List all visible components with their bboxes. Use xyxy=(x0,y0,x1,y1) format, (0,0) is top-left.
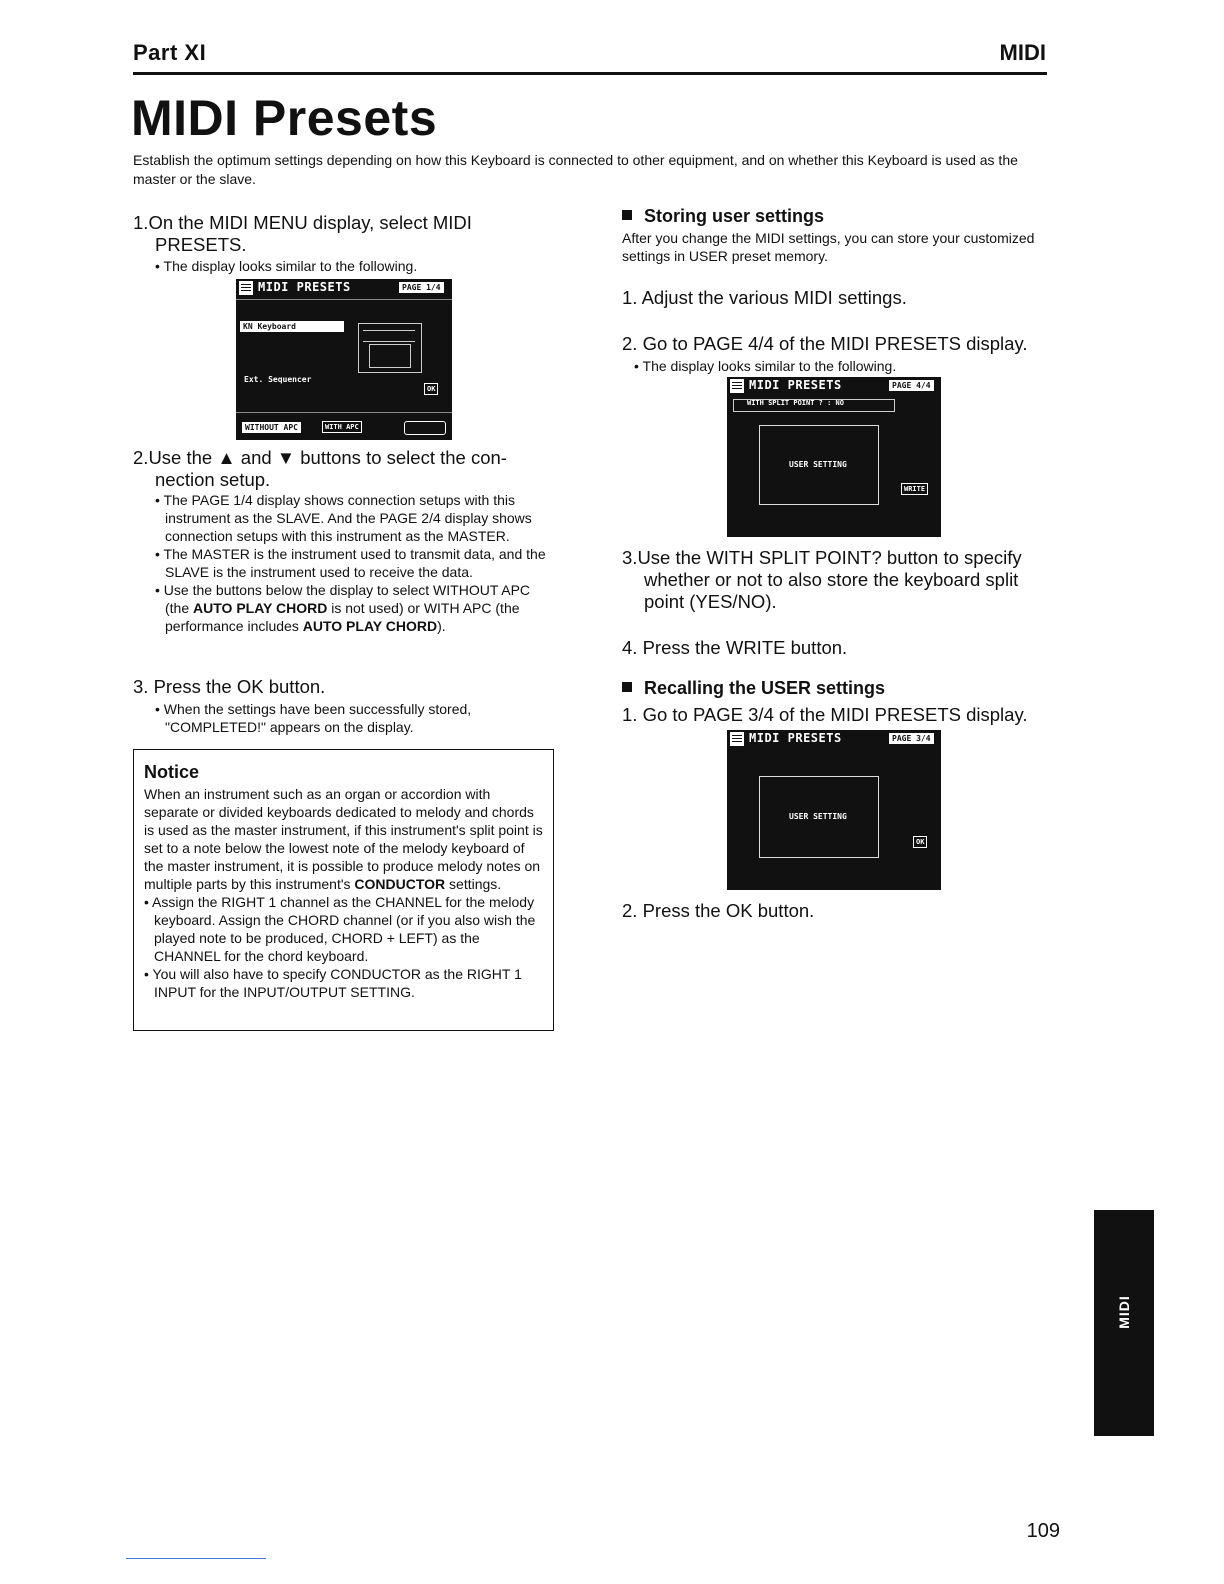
store-step-1: 1. Adjust the various MIDI settings. xyxy=(622,287,907,308)
notice-box xyxy=(133,749,554,1031)
lcd-row-keyboard[interactable]: KN Keyboard xyxy=(240,321,344,332)
lcd-without-apc-button[interactable]: WITHOUT APC xyxy=(242,422,301,433)
lcd-page-tag: PAGE 3/4 xyxy=(889,733,934,744)
step-text-cont: nection setup. xyxy=(155,469,271,490)
step-1-bullet: • The display looks similar to the following. xyxy=(155,258,418,274)
step-number: 2. xyxy=(133,447,149,468)
lcd-title: MIDI PRESETS xyxy=(749,378,842,392)
section-label: MIDI xyxy=(999,40,1046,65)
notice-title: Notice xyxy=(144,762,200,782)
store-step-4: 4. Press the WRITE button. xyxy=(622,637,848,658)
intro-paragraph: Establish the optimum settings depending on how this Keyboard is connected to other equipment, and on whether this Keyboard is used as the master or the slave. xyxy=(133,152,1018,187)
lcd-display-page-4 xyxy=(727,377,941,537)
step-2-heading xyxy=(133,447,555,491)
lcd-title: MIDI PRESETS xyxy=(749,731,842,745)
lcd-display-page-3 xyxy=(727,730,941,890)
store-step-2-bullet: • The display looks similar to the following. xyxy=(634,358,897,374)
keyboard-illustration xyxy=(358,323,422,373)
recalling-heading: Recalling the USER settings xyxy=(622,678,1046,699)
section-side-tab: MIDI xyxy=(1094,1210,1154,1436)
bullet: • The MASTER is the instrument used to transmit data, and the SLAVE is the instrument used to receive the data. xyxy=(155,546,546,580)
lcd-ok-button[interactable]: OK xyxy=(424,383,438,395)
lcd-ok-button[interactable]: OK xyxy=(913,836,927,848)
page-number: 109 xyxy=(1026,1520,1060,1542)
lcd-with-apc-button[interactable]: WITH APC xyxy=(322,421,362,433)
storing-body: After you change the MIDI settings, you can store your customized settings in USER preset memory. xyxy=(622,230,1035,264)
lcd-title: MIDI PRESETS xyxy=(258,280,351,294)
header-rule xyxy=(133,72,1047,75)
recall-step-2: 2. Press the OK button. xyxy=(622,900,815,921)
notice-bullet: • You will also have to specify CONDUCTOR as the RIGHT 1 INPUT for the INPUT/OUTPUT SETTING. xyxy=(144,966,522,1000)
bullet: • Use the buttons below the display to select WITHOUT APC (the AUTO PLAY CHORD is not used) or WITH APC (the performance includes AUTO PLAY CHORD). xyxy=(155,582,531,634)
store-step-3: 3.Use the WITH SPLIT POINT? button to specify whether or not to also store the keyboard split point (YES/NO). xyxy=(622,547,1022,612)
step-text: On the MIDI MENU display, select MIDI xyxy=(148,212,472,233)
step-2-bullets xyxy=(155,491,555,635)
lcd-page-tag: PAGE 4/4 xyxy=(889,380,934,391)
footer-line xyxy=(126,1558,266,1559)
store-step-2: 2. Go to PAGE 4/4 of the MIDI PRESETS display. xyxy=(622,333,1028,354)
lcd-split-point-button[interactable]: WITH SPLIT POINT ? : NO xyxy=(747,399,844,407)
square-bullet-icon xyxy=(622,210,632,220)
notice-bullet: • Assign the RIGHT 1 channel as the CHANNEL for the melody keyboard. Assign the CHORD channel (or if you also wish the played note to be produced, CHORD + LEFT) as the CHANNEL for the chord keyboard. xyxy=(144,894,536,964)
lcd-user-setting[interactable]: USER SETTING xyxy=(789,460,847,469)
step-text: Use the ▲ and ▼ buttons to select the con- xyxy=(148,447,507,468)
lcd-display-page-1 xyxy=(236,279,452,440)
menu-icon xyxy=(730,732,744,746)
step-3-heading xyxy=(133,676,555,698)
square-bullet-icon xyxy=(622,682,632,692)
lcd-page-tag: PAGE 1/4 xyxy=(399,282,444,293)
lcd-user-setting[interactable]: USER SETTING xyxy=(789,812,847,821)
lcd-row-sequencer[interactable]: Ext. Sequencer xyxy=(244,375,312,384)
arrow-toggle-icon[interactable] xyxy=(404,421,446,435)
bullet: • The PAGE 1/4 display shows connection setups with this instrument as the SLAVE. And the PAGE 2/4 display shows connection setups with this instrument as the MASTER. xyxy=(155,492,532,544)
part-label: Part XI xyxy=(133,40,207,65)
step-1-heading xyxy=(133,212,555,256)
step-text: Press the OK button. xyxy=(153,676,326,697)
recall-step-1: 1. Go to PAGE 3/4 of the MIDI PRESETS display. xyxy=(622,704,1028,725)
step-number: 1. xyxy=(133,212,149,233)
lcd-write-button[interactable]: WRITE xyxy=(901,483,928,495)
step-3-bullet: • When the settings have been successfully stored, "COMPLETED!" appears on the display. xyxy=(155,701,472,735)
menu-icon xyxy=(239,281,253,295)
step-text-cont: PRESETS. xyxy=(155,234,247,255)
notice-paragraph: When an instrument such as an organ or accordion with separate or divided keyboards dedicated to melody and chords is used as the master instrument, if this instrument's split point is set to a note below the lowest note of the melody keyboard of the master instrument, it is possible to produce melody notes on multiple parts by this instrument's CONDUCTOR settings. xyxy=(144,786,543,892)
storing-heading: Storing user settings xyxy=(622,206,1046,227)
menu-icon xyxy=(730,379,744,393)
step-number: 3. xyxy=(133,676,149,697)
page-title: MIDI Presets xyxy=(131,90,438,146)
